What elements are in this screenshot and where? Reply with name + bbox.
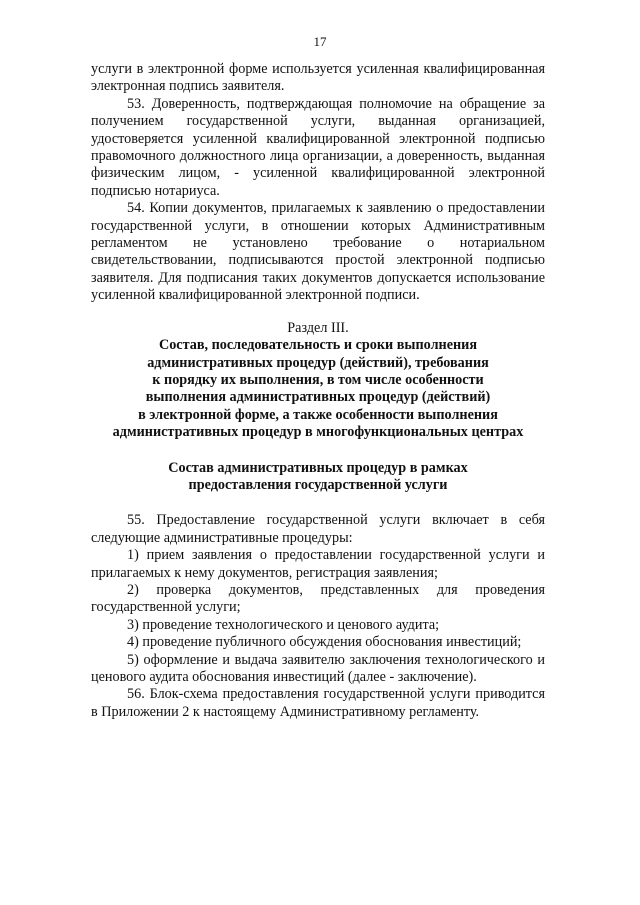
section-title-line: к порядку их выполнения, в том числе особенности (152, 371, 484, 388)
section-label: Раздел III. (287, 319, 349, 336)
section-title-line: административных процедур (действий), требования (147, 354, 489, 371)
paragraph-53: 53. Доверенность, подтверждающая полномочие на обращение за получением государственной услуги, выданная организацией, удостоверяется усиленной квалифицированной электронной подписью правомочного должностного лица организации, а доверенность, выданная физическим лицом, - усиленной квалифицированной электронной подписью нотариуса. (91, 95, 545, 199)
list-item: 4) проведение публичного обсуждения обоснования инвестиций; (127, 634, 522, 651)
paragraph-56: 56. Блок-схема предоставления государственной услуги приводится в Приложении 2 к настоящему Административному регламенту. (91, 686, 545, 720)
list-item: 1) прием заявления о предоставлении государственной услуги и прилагаемых к нему документов, регистрация заявления; (91, 547, 545, 581)
list-item: 2) проверка документов, представленных для проведения государственной услуги; (91, 581, 545, 616)
section-title-line: в электронной форме, а также особенности выполнения (138, 406, 498, 423)
section-title-line: Состав, последовательность и сроки выполнения (158, 337, 478, 354)
list-item: 5) оформление и выдача заявителю заключения технологического и ценового аудита обоснования инвестиций (далее - заключение). (91, 651, 545, 685)
section-title-line: выполнения административных процедур (действий) (145, 389, 491, 406)
subsection-title-line: предоставления государственной услуги (188, 476, 448, 493)
paragraph-54: 54. Копии документов, прилагаемых к заявлению о предоставлении государственной услуги, в отношении которых Административным регламентом не установлено требование о нотариальном свидетельствовании, подписываются простой электронной подписью заявителя. Для подписания таких документов допускается использование усиленной квалифицированной электронной подписи. (91, 200, 545, 304)
spacer (91, 442, 545, 460)
page-number: 17 (313, 34, 327, 49)
list-item: 3) проведение технологического и ценового аудита; (127, 616, 440, 633)
section-title-line: административных процедур в многофункциональных центрах (112, 424, 524, 441)
paragraph-continuation: услуги в электронной форме используется усиленная квалифицированная электронная подпись заявителя. (91, 61, 545, 95)
paragraph-55: 55. Предоставление государственной услуги включает в себя следующие административные процедуры: (91, 512, 545, 546)
document-body (91, 61, 545, 721)
spacer (91, 494, 545, 512)
subsection-title-line: Состав административных процедур в рамках (168, 459, 468, 476)
